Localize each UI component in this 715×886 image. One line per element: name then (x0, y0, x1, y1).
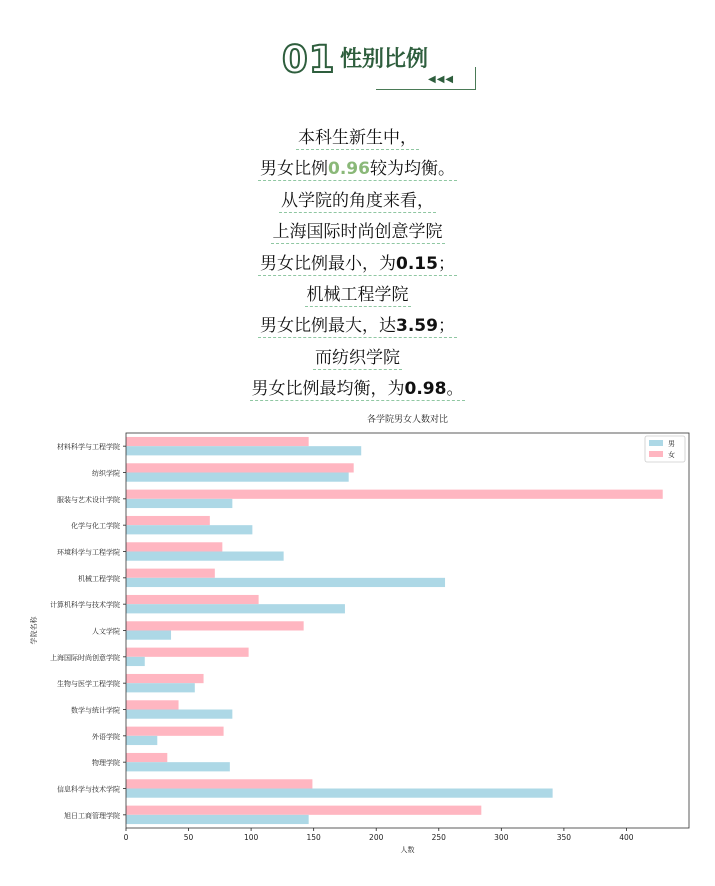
summary-line (0, 281, 715, 312)
bar-female-3 (126, 516, 210, 525)
text-span: 上海国际时尚创意学院 (272, 222, 443, 243)
bar-female-11 (126, 727, 224, 736)
summary-line (0, 312, 715, 343)
y-tick-label: 人文学院 (92, 627, 120, 636)
bar-female-9 (126, 674, 204, 683)
y-tick-label: 服装与艺术设计学院 (57, 495, 120, 504)
y-tick-label: 信息科学与技术学院 (57, 785, 120, 794)
triple-arrow-icon: ◀◀◀ (428, 74, 455, 85)
y-tick-label: 环境科学与工程学院 (57, 548, 120, 557)
text-span: ； (437, 316, 455, 337)
x-tick-label: 50 (183, 833, 194, 842)
summary-line-text (296, 128, 419, 150)
section-header (0, 34, 715, 94)
bar-female-14 (126, 806, 481, 815)
x-tick-label: 200 (369, 833, 384, 842)
text-span: ； (437, 253, 455, 274)
bold-number: 0.15 (396, 253, 438, 274)
bar-female-6 (126, 595, 259, 604)
x-tick-label: 350 (556, 833, 572, 842)
summary-line (0, 375, 715, 406)
bar-male-12 (126, 762, 230, 771)
bar-male-5 (126, 578, 445, 587)
bar-female-7 (126, 621, 304, 630)
summary-line-text (271, 222, 445, 244)
text-span: 本科生新生中， (298, 128, 417, 148)
text-span: 从学院的角度来看， (281, 190, 434, 211)
decorative-line (475, 67, 476, 90)
bar-female-10 (126, 700, 179, 709)
y-tick-label: 生物与医学工程学院 (57, 680, 120, 689)
bar-male-1 (126, 473, 349, 482)
bar-male-11 (126, 736, 157, 745)
summary-line (0, 344, 715, 375)
y-tick-label: 旭日工商管理学院 (64, 811, 120, 820)
legend-label: 男 (668, 440, 675, 448)
x-tick-label: 300 (494, 833, 509, 842)
text-span: 男女比例最小，为 (260, 253, 397, 274)
bar-female-0 (126, 437, 309, 446)
x-tick-label: 0 (123, 833, 129, 842)
text-span: 而纺织学院 (315, 347, 400, 368)
x-tick-label: 400 (619, 833, 634, 842)
summary-text (0, 124, 715, 407)
bar-male-10 (126, 710, 232, 719)
text-span: 。 (446, 379, 464, 400)
y-tick-label: 物理学院 (92, 759, 120, 768)
bold-number: 0.98 (404, 379, 447, 400)
x-tick-label: 250 (431, 833, 446, 842)
bar-female-2 (126, 490, 663, 499)
bar-male-0 (126, 446, 361, 455)
decorative-line (376, 89, 476, 90)
y-tick-label: 外语学院 (92, 732, 120, 741)
section-number: 01 (282, 38, 336, 81)
y-tick-label: 材料科学与工程学院 (57, 443, 120, 452)
bar-male-4 (126, 552, 284, 561)
y-tick-label: 计算机科学与技术学院 (50, 601, 120, 610)
y-tick-label: 纺织学院 (92, 469, 120, 478)
y-tick-label: 数学与统计学院 (71, 706, 120, 715)
gender-bar-chart (0, 408, 715, 886)
y-axis-label: 学院名称 (30, 616, 38, 645)
bar-female-8 (126, 648, 249, 657)
x-axis-label: 人数 (400, 846, 415, 854)
summary-line-text (258, 316, 457, 338)
section-title: 性别比例 (340, 47, 429, 72)
legend-swatch (649, 451, 663, 457)
bar-male-6 (126, 604, 345, 613)
text-span: 男女比例 (260, 159, 329, 180)
text-span: 男女比例最均衡，为 (251, 379, 405, 400)
bar-male-7 (126, 631, 171, 640)
y-tick-label: 机械工程学院 (78, 574, 120, 583)
summary-line (0, 250, 715, 281)
summary-line-text (279, 191, 436, 213)
chart-title: 各学院男女人数对比 (366, 415, 449, 425)
legend-label: 女 (668, 451, 675, 459)
bold-number: 3.59 (396, 316, 438, 337)
bar-female-5 (126, 569, 215, 578)
bar-female-13 (126, 779, 312, 788)
x-tick-label: 150 (306, 833, 321, 842)
bar-male-9 (126, 683, 195, 692)
summary-line-text (313, 348, 402, 370)
y-tick-label: 化学与化工学院 (71, 522, 120, 531)
bar-male-13 (126, 789, 553, 798)
summary-line (0, 124, 715, 155)
summary-line-text (258, 254, 457, 276)
summary-line (0, 155, 715, 186)
summary-line-text (305, 285, 411, 307)
summary-line (0, 187, 715, 218)
text-span: 机械工程学院 (306, 284, 409, 305)
bar-female-1 (126, 463, 354, 472)
bar-female-12 (126, 753, 167, 762)
chart-svg (0, 408, 715, 886)
text-span: 较为均衡。 (369, 159, 455, 180)
bar-female-4 (126, 542, 222, 551)
summary-line (0, 218, 715, 249)
y-tick-label: 上海国际时尚创意学院 (50, 653, 120, 662)
legend-swatch (649, 440, 663, 446)
bar-male-2 (126, 499, 232, 508)
highlight-number: 0.96 (328, 159, 370, 180)
summary-line-text (250, 379, 466, 401)
x-tick-label: 100 (243, 833, 259, 842)
bar-male-14 (126, 815, 309, 824)
legend-box (645, 436, 685, 462)
bar-male-8 (126, 657, 145, 666)
text-span: 男女比例最大，达 (260, 316, 397, 337)
bar-male-3 (126, 525, 252, 534)
summary-line-text (258, 159, 457, 181)
